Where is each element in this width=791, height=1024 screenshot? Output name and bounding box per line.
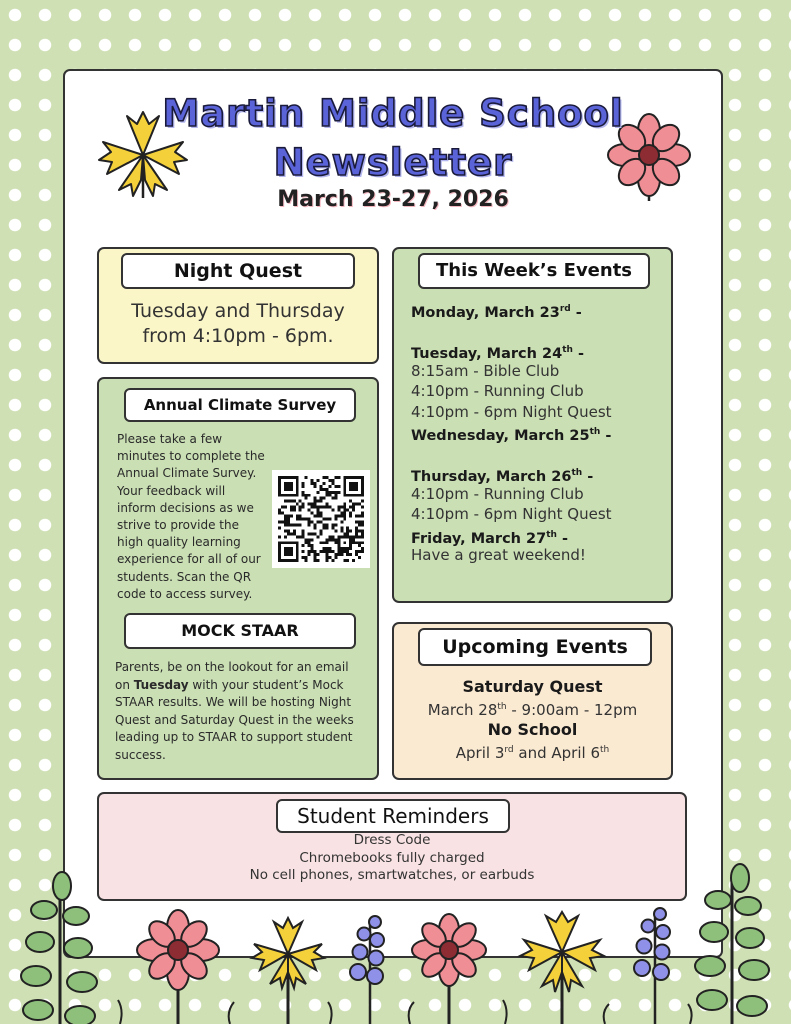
event-day-heading: Friday, March 27th - [411, 529, 569, 547]
event-day-heading: Wednesday, March 25th - [411, 427, 612, 444]
tuesday-emphasis: Tuesday [133, 677, 189, 692]
saturday-quest-title: Saturday Quest [462, 677, 603, 696]
list-item: No cell phones, smartwatches, or earbuds [249, 867, 535, 883]
event-day-heading: Tuesday, March 24th - [411, 345, 584, 362]
list-item [411, 443, 671, 464]
weekly-events-heading: This Week’s Events [418, 253, 650, 289]
list-item [411, 320, 671, 341]
list-item: 4:10pm - Running Club [411, 484, 584, 503]
weekly-events-list [411, 299, 671, 566]
weekly-events-box [392, 247, 673, 603]
student-reminders-heading: Student Reminders [276, 799, 510, 833]
night-quest-text: Tuesday and Thursday from 4:10pm - 6pm. [131, 300, 345, 347]
newsletter-title-line1: Martin Middle School [162, 92, 624, 135]
upcoming-events-text [394, 677, 671, 763]
yellow-flower-icon [252, 918, 324, 1024]
night-quest-heading: Night Quest [121, 253, 355, 289]
list-item: 4:10pm - 6pm Night Quest [411, 505, 612, 523]
leafy-stem-icon [21, 872, 97, 1024]
no-school-dates: April 3rd and April 6th [455, 744, 610, 762]
pink-flower-icon [412, 914, 486, 1024]
upcoming-events-box [392, 622, 673, 780]
leafy-stem-icon [695, 864, 769, 1024]
date-range: March 23-27, 2026 [277, 187, 509, 212]
list-item: Chromebooks fully charged [299, 849, 485, 866]
yellow-flower-icon [520, 912, 604, 1024]
list-item: Dress Code [353, 832, 431, 848]
newsletter-title-line2: Newsletter [273, 141, 513, 184]
pink-flower-icon [137, 910, 219, 1024]
no-school-title: No School [487, 720, 578, 739]
climate-survey-heading: Annual Climate Survey [124, 388, 356, 422]
event-day-heading: Thursday, March 26th - [411, 468, 594, 485]
bluebell-icon [350, 916, 384, 1024]
upcoming-events-heading: Upcoming Events [418, 628, 652, 666]
list-item: 4:10pm - Running Club [411, 382, 584, 400]
climate-survey-box [97, 377, 379, 780]
mock-staar-text: Parents, be on the lookout for an email on Tuesday with your student’s Mock STAAR results. We will be hosting Night Quest and Saturday Quest in the weeks leading up to STAAR to support student success. [115, 660, 354, 762]
list-item: Have a great weekend! [411, 546, 586, 564]
saturday-quest-time: March 28th - 9:00am - 12pm [427, 701, 638, 719]
qr-code-icon[interactable] [272, 470, 370, 568]
mock-staar-heading: MOCK STAAR [124, 613, 356, 649]
climate-survey-text: Please take a few minutes to complete the Annual Climate Survey. Your feedback will inform decisions as we strive to provide the high quality learning experience for all of our students. Scan the QR code to access survey. [117, 432, 265, 601]
night-quest-box [97, 247, 379, 364]
event-day-heading: Monday, March 23rd - [411, 304, 582, 321]
bluebell-icon [634, 908, 670, 1024]
list-item: 4:10pm - 6pm Night Quest [411, 402, 612, 421]
garden-decoration [0, 860, 791, 1024]
list-item: 8:15am - Bible Club [411, 361, 560, 380]
